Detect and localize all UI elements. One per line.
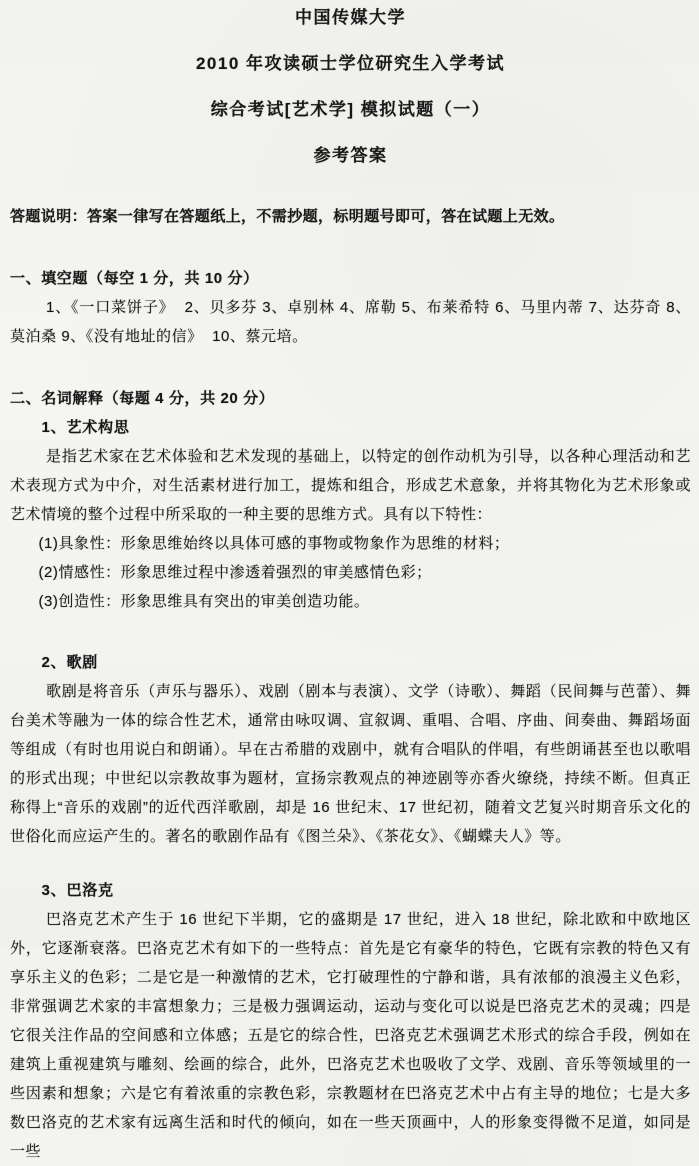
term2-definition: 歌剧是将音乐（声乐与器乐）、戏剧（剧本与表演）、文学（诗歌）、舞蹈（民间舞与芭蕾）、舞台美术等融为一体的综合性艺术，通常由咏叹调、宣叙调、重唱、合唱、序曲、间奏曲、舞蹈场面等组成（有时也用说白和朗诵）。早在古希腊的戏剧中，就有合唱队的伴唱，有些朗诵甚至也以歌唱的形式出现；中世纪以宗教故事为题材，宣扬宗教观点的神迹剧等亦香火缭绕，持续不断。但真正称得上“音乐的戏剧”的近代西洋歌剧，却是 16 世纪末、17 世纪初，随着文艺复兴时期音乐文化的世俗化而应运产生的。著名的歌剧作品有《图兰朵》、《茶花女》、《蝴蝶夫人》等。: [10, 683, 691, 845]
exam-title: 2010 年攻读硕士学位研究生入学考试: [195, 54, 506, 73]
term2-title: 2、歌剧: [41, 654, 99, 671]
term3-title: 3、巴洛克: [41, 882, 114, 899]
term1-point-2: (2)情感性：形象思维过程中渗透着强烈的审美感情色彩；: [38, 564, 432, 581]
term1-point-3: (3)创造性：形象思维具有突出的审美创造功能。: [38, 593, 370, 610]
subject-title: 综合考试[艺术学] 模拟试题（一）: [210, 100, 491, 119]
answer-key-title: 参考答案: [313, 146, 388, 165]
section1-answers: 1、《一口菜饼子》 2、贝多芬 3、卓别林 4、席勒 5、布莱希特 6、马里内蒂 7、达芬奇 8、莫泊桑 9、《没有地址的信》 10、蔡元培。: [10, 299, 691, 345]
term1-title: 1、艺术构思: [41, 419, 130, 436]
term1-point-1: (1)具象性：形象思维始终以具体可感的事物或物象作为思维的材料；: [38, 535, 510, 552]
term3-definition: 巴洛克艺术产生于 16 世纪下半期，它的盛期是 17 世纪，进入 18 世纪，除北欧和中欧地区外，它逐渐衰落。巴洛克艺术有如下的一些特点：首先是它有豪华的特色，它既有宗教的特色又有享乐主义的色彩；二是它是一种激情的艺术，它打破理性的宁静和谐，具有浓郁的浪漫主义色彩，非常强调艺术家的丰富想象力；三是极力强调运动，运动与变化可以说是巴洛克艺术的灵魂；四是它很关注作品的空间感和立体感；五是它的综合性，巴洛克艺术强调艺术形式的综合手段，例如在建筑上重视建筑与雕刻、绘画的综合，此外，巴洛克艺术也吸收了文学、戏剧、音乐等领域里的一些因素和想象；六是它有着浓重的宗教色彩，宗教题材在巴洛克艺术中占有主导的地位；七是大多数巴洛克的艺术家有远离生活和时代的倾向，如在一些天顶画中，人的形象变得微不足道，如同是一些: [10, 911, 691, 1160]
section2-heading: 二、名词解释（每题 4 分，共 20 分）: [10, 390, 275, 407]
university-title: 中国传媒大学: [295, 8, 406, 27]
term1-definition: 是指艺术家在艺术体验和艺术发现的基础上，以特定的创作动机为引导，以各种心理活动和艺术表现方式为中介，对生活素材进行加工，提炼和组合，形成艺术意象，并将其物化为艺术形象或艺术情境的整个过程中所采取的一种主要的思维方式。具有以下特性：: [10, 448, 691, 523]
section1-heading: 一、填空题（每空 1 分，共 10 分）: [10, 270, 259, 287]
document-header: [10, 8, 691, 165]
answer-instructions: 答题说明：答案一律写在答题纸上，不需抄题，标明题号即可，答在试题上无效。: [10, 208, 565, 225]
